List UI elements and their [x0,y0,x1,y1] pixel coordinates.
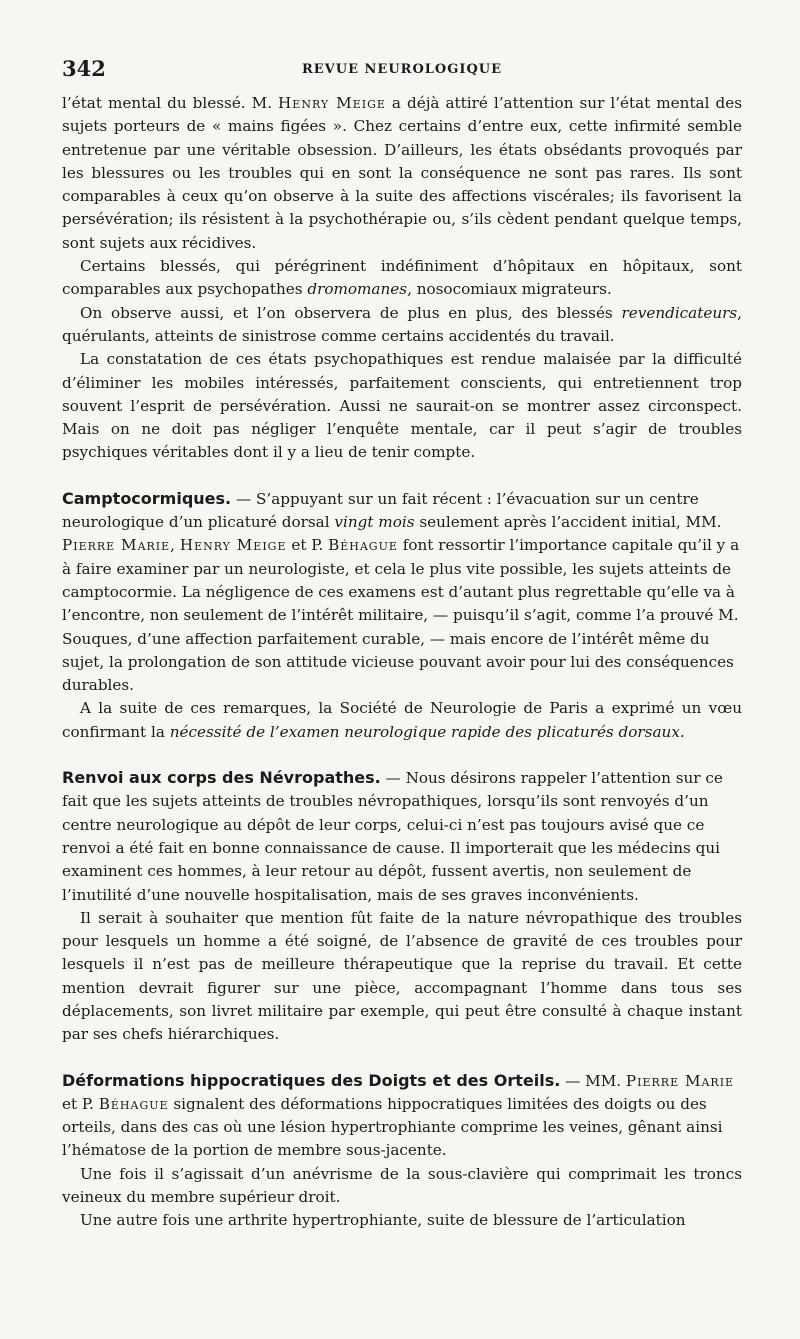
emphasis: revendicateurs [621,303,738,322]
paragraph: On observe aussi, et l’on observera de plus en plus, des blessés revendicateurs, quérulants, atteints de sinistrose comme certains accidentés du travail. [62,303,742,345]
author-name: Pierre Marie [625,1071,735,1090]
emphasis: vingt mois [334,513,415,532]
paragraph: l’état mental du blessé. M. Henry Meige a déjà attiré l’attention sur l’état mental des sujets porteurs de « mains figées ». Chez certains d’entre eux, cette infirmité semble entretenue par une véritable obsession. D’ailleurs, les états obsédants provoqués par les blessures ou les troubles qui en sont la conséquence ne sont pas rares. Ils sont comparables à ceux qu’on observe à la suite des affections viscérales; ils favorisent la persévération; ils résistent à la psychothérapie ou, s’ils cèdent pendant quelque temps, sont sujets aux récidives. [62,94,742,252]
paragraph: Une fois il s’agissait d’un anévrisme de la sous-clavière qui comprimait les troncs veineux du membre supérieur droit. [62,1164,742,1207]
running-head: REVUE NEUROLOGIQUE [301,62,503,77]
author-name: Henry Meige [179,536,287,555]
paragraph: Une autre fois une arthrite hypertrophiante, suite de blessure de l’articulation [80,1211,686,1230]
paragraph: Certains blessés, qui pérégrinent indéfiniment d’hôpitaux en hôpitaux, sont comparables aux psychopathes dromomanes, nosocomiaux migrateurs. [62,257,742,299]
page-number: 342 [62,56,106,81]
page-header [62,56,742,82]
section-title: Déformations hippocratiques des Doigts et des Orteils. [62,1070,561,1090]
emphasis: nécessité de l’examen neurologique rapide des plicaturés dorsaux. [169,722,685,741]
paragraph: La constatation de ces états psychopathiques est rendue malaisée par la difficulté d’éliminer les mobiles intéressés, parfaitement conscients, qui entretiennent trop souvent l’esprit de persévération. Aussi ne saurait-on se montrer assez circonspect. Mais on ne doit pas négliger l’enquête mentale, car il peut s’agir de troubles psychiques véritables dont il y a lieu de tenir compte. [62,350,742,462]
author-name: Henry Meige [278,94,386,112]
paragraph: Il serait à souhaiter que mention fût faite de la nature névropathique des troubles pour lesquels un homme a été soigné, de l’absence de gravité de ces troubles pour lesquels il n’est pas de meilleure thérapeutique que la reprise du travail. Et cette mention devrait figurer sur une pièce, accompagnant l’homme dans tous ses déplacements, son livret militaire par exemple, qui peut être consulté à chaque instant par ses chefs hiérarchiques. [62,908,742,1044]
article-body: l’état mental du blessé. M. Henry Meige a déjà attiré l’attention sur l’état mental des sujets porteurs de « mains figées ». Chez certains d’entre eux, cette infirmité semble entretenue par une véritable obsession. D’ailleurs, les états obsédants provoqués par les blessures ou les troubles qui en sont la conséquence ne sont pas rares. Ils sont comparables à ceux qu’on observe à la suite des affections viscérales; ils favorisent la persévération; ils résistent à la psychothérapie ou, s’ils cèdent pendant quelque temps, sont sujets aux récidives. Certains blessés, qui pérégrinent indéfiniment d’hôpitaux en hôpitaux, sont comparables aux psychopathes dromomanes, nosocomiaux migrateurs. On observe aussi, et l’on observera de plus en plus, des blessés revendicateurs, quérulants, atteints de sinistrose comme certains accidentés du travail. La constatation de ces états psychopathiques est rendue malaisée par la difficulté d’éliminer les mobiles intéressés, parfaitement conscients, qui entretiennent trop souvent l’esprit de persévération. Aussi ne saurait-on se montrer assez circonspect. Mais on ne doit pas négliger l’enquête mentale, car il peut s’agir de troubles psychiques véritables dont il y a lieu de tenir compte. Camptocormiques. — S’appuyant sur un fait récent : l’évacuation sur un centre neurologique d’un plicaturé dorsal vingt mois seulement après l’accident initial, MM. Pierre Marie, Henry Meige et P. Béhague font ressortir l’importance capitale qu’il y a à faire examiner par un neurologiste, et cela le plus vite possible, les sujets atteints de camptocormie. La négligence de ces examens est d’autant plus regrettable qu’elle va à l’encontre, non seulement de l’intérêt militaire, — puisqu’il s’agit, comme l’a prouvé M. Souques, d’une affection parfaitement curable, — mais encore de l’intérêt même du sujet, la prolongation de son attitude vicieuse pouvant avoir pour lui des conséquences durables. A la suite de ces remarques, la Société de Neurologie de Paris a exprimé un vœu confirmant la nécessité de l’examen neurologique rapide des plicaturés dorsaux. Renvoi aux corps des Névropathes. — Nous désirons rappeler l’attention sur ce fait que les sujets atteints de troubles névropathiques, lorsqu’ils sont renvoyés d’un centre neurologique au dépôt de leur corps, celui-ci n’est pas toujours avisé que ce renvoi a été fait en bonne connaissance de cause. Il importerait que les médecins qui examinent ces hommes, à leur retour au dépôt, fussent avertis, non seulement de l’inutilité d’une nouvelle hospitalisation, mais de ses graves inconvénients. Il serait à souhaiter que mention fût faite de la nature névropathique des troubles pour lesquels un homme a été soigné, de l’absence de gravité de ces troubles pour lesquels il n’est pas de meilleure thérapeutique que la reprise du travail. Et cette mention devrait figurer sur une pièce, accompagnant l’homme dans tous ses déplacements, son livret militaire par exemple, qui peut être consulté à chaque instant par ses chefs hiérarchiques. Déformations hippocratiques des Doigts et des Orteils. — MM. Pierre Marie et P. Béhague signalent des déformations hippocratiques limitées des doigts ou des orteils, dans des cas où une lésion hypertrophiante comprime les veines, gênant ainsi l’hématose de la portion de membre sous-jacente. Une fois il s’agissait d’un anévrisme de la sous-clavière qui comprimait les troncs veineux du membre supérieur droit. Une autre fois une arthrite hypertrophiante, suite de blessure de l’articulation [62,92,742,1233]
emphasis: dromomanes [307,280,408,299]
paragraph: A la suite de ces remarques, la Société de Neurologie de Paris a exprimé un vœu confirmant la nécessité de l’examen neurologique rapide des plicaturés dorsaux. [62,699,742,741]
section-title: Camptocormiques. [62,488,232,508]
author-name: Béhague [98,1094,169,1113]
section-title: Renvoi aux corps des Névropathes. [62,768,381,788]
author-name: Pierre Marie [62,536,171,555]
author-name: Béhague [328,536,398,555]
